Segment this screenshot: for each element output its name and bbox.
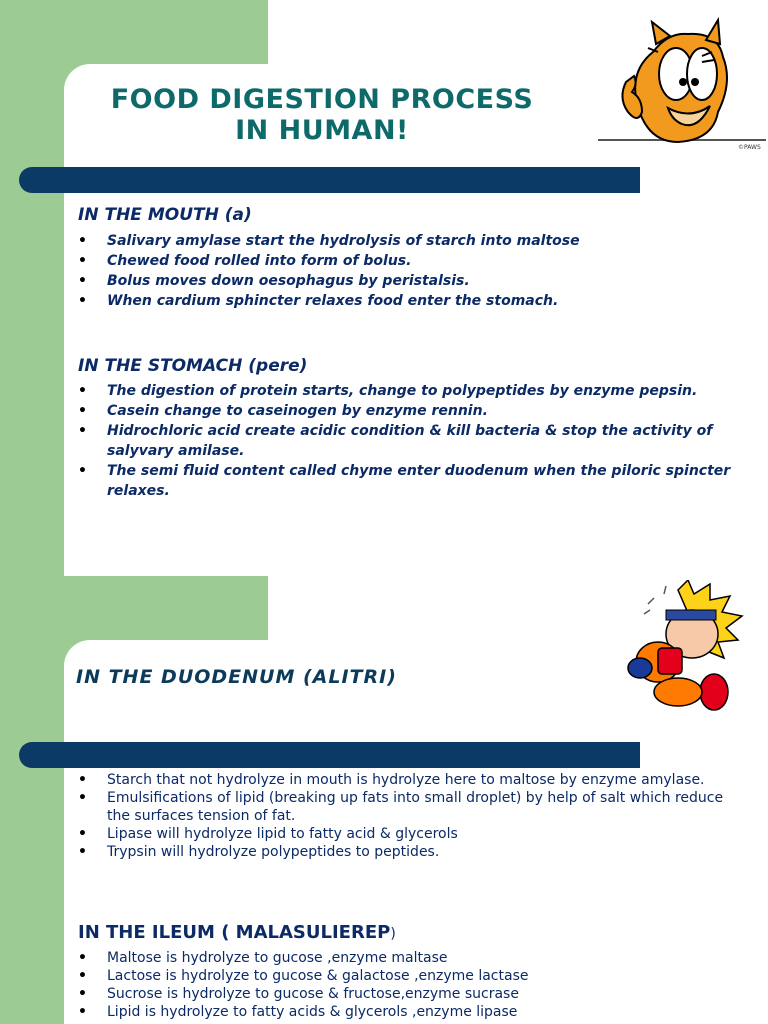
bullet-icon: • (78, 826, 87, 842)
list-item: • Hidrochloric acid create acidic condition & kill bacteria & stop the activity of salyvary amilase. (78, 423, 713, 459)
list-item: • Trypsin will hydrolyze polypeptides to peptides. (78, 844, 440, 860)
cartoon-character-image (618, 580, 748, 715)
slide-title (64, 84, 580, 146)
bullet-icon: • (78, 986, 87, 1002)
cartoon-cat-image (598, 12, 768, 152)
list-item: • The digestion of protein starts, change to polypeptides by enzyme pepsin. (78, 383, 698, 399)
list-item: • Lipid is hydrolyze to fatty acids & glycerols ,enzyme lipase (78, 1004, 518, 1020)
list-item: • Starch that not hydrolyze in mouth is hydrolyze here to maltose by enzyme amylase. (78, 772, 705, 788)
list-item: • Bolus moves down oesophagus by peristalsis. (78, 273, 470, 289)
list-item: • Chewed food rolled into form of bolus. (78, 253, 412, 269)
title-line-1: FOOD DIGESTION PROCESS (110, 84, 534, 115)
divider-bar (19, 742, 640, 768)
bullet-icon: • (78, 233, 87, 249)
list-item: • Emulsifications of lipid (breaking up fats into small droplet) by help of salt which reduce the surfaces tension of fat. (78, 790, 724, 824)
ileum-heading-close: ) (390, 926, 396, 942)
list-item: • Salivary amylase start the hydrolysis of starch into maltose (78, 233, 580, 249)
stomach-heading: IN THE STOMACH (pere) (78, 356, 308, 376)
duodenum-list (78, 771, 738, 861)
green-left-margin (0, 0, 64, 576)
bullet-icon: • (78, 844, 87, 860)
bullet-icon: • (78, 253, 87, 269)
bullet-icon: • (78, 463, 87, 479)
bullet-icon: • (78, 403, 87, 419)
mouth-heading: IN THE MOUTH (a) (78, 205, 252, 225)
stomach-list (78, 381, 738, 501)
bullet-icon: • (78, 790, 87, 806)
bullet-icon: • (78, 950, 87, 966)
ileum-heading-text: IN THE ILEUM ( MALASULIEREP (78, 922, 391, 943)
list-item: • When cardium sphincter relaxes food enter the stomach. (78, 293, 559, 309)
bullet-icon: • (78, 383, 87, 399)
list-item: • The semi fluid content called chyme enter duodenum when the piloric spincter relaxes. (78, 463, 731, 499)
bullet-icon: • (78, 1004, 87, 1020)
bullet-icon: • (78, 273, 87, 289)
bullet-icon: • (78, 293, 87, 309)
list-item: • Maltose is hydrolyze to gucose ,enzyme maltase (78, 950, 448, 966)
slide-2 (0, 576, 768, 1024)
duodenum-heading: IN THE DUODENUM (ALITRI) (76, 666, 397, 688)
divider-bar (19, 167, 640, 193)
title-line-2: IN HUMAN! (235, 115, 409, 146)
ileum-heading (78, 922, 396, 943)
bullet-icon: • (78, 423, 87, 439)
list-item: • Casein change to caseinogen by enzyme rennin. (78, 403, 488, 419)
ileum-list (78, 949, 738, 1021)
mouth-list (78, 231, 738, 311)
list-item: • Sucrose is hydrolyze to gucose & fructose,enzyme sucrase (78, 986, 519, 1002)
list-item: • Lactose is hydrolyze to gucose & galactose ,enzyme lactase (78, 968, 529, 984)
list-item: • Lipase will hydrolyze lipid to fatty acid & glycerols (78, 826, 458, 842)
bullet-icon: • (78, 772, 87, 788)
cartoon-copyright: ©PAWS (738, 144, 761, 151)
bullet-icon: • (78, 968, 87, 984)
